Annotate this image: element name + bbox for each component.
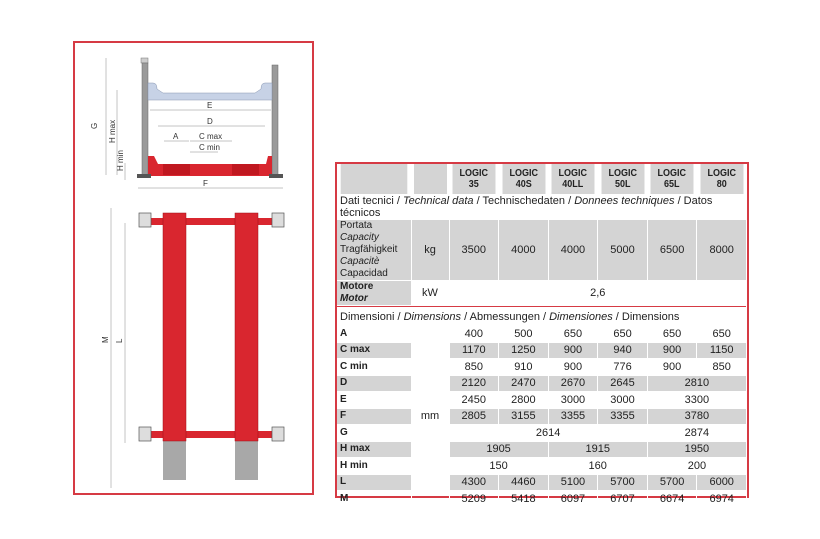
dim-label-cmin: C min: [199, 143, 220, 152]
dimension-label: M: [337, 491, 411, 508]
dim-label-L: L: [115, 338, 124, 343]
model-header: LOGIC 40LL: [551, 164, 596, 195]
dimension-row: [337, 408, 747, 425]
capacity-label-line: Capacitè: [340, 256, 380, 267]
dimension-value: 5418: [499, 491, 549, 508]
dimension-value: 1915: [548, 441, 647, 458]
technical-data-section-part: Donnees techniques: [574, 195, 675, 207]
capacity-value: 4000: [548, 220, 598, 281]
dim-label-M: M: [101, 336, 110, 343]
capacity-value: 4000: [499, 220, 549, 281]
dimension-value: 1170: [449, 342, 499, 359]
dim-label-cmax: C max: [199, 132, 223, 141]
dim-label-E: E: [207, 101, 213, 110]
dim-label-hmin: H min: [116, 150, 125, 171]
dim-label-F: F: [203, 179, 208, 188]
dimensions-section-part: / Abmessungen /: [461, 310, 550, 323]
dimension-label: H max: [337, 441, 411, 458]
model-header: LOGIC 80: [699, 164, 744, 195]
dimension-value: 900: [548, 342, 598, 359]
dimension-value: 3000: [598, 392, 648, 409]
dimension-value: 2450: [449, 392, 499, 409]
dimension-value: 940: [598, 342, 648, 359]
dimension-label: F: [337, 408, 411, 425]
capacity-value: 6500: [647, 220, 697, 281]
dimension-label: C max: [337, 342, 411, 359]
dimensions-section-part: / Dimensions: [612, 310, 680, 323]
dimension-label: G: [337, 425, 411, 442]
spec-table-panel: [335, 162, 749, 505]
technical-data-section-title: [337, 195, 747, 220]
dimension-value: 1905: [449, 441, 548, 458]
dimension-unit: mm: [411, 326, 449, 508]
dim-label-D: D: [207, 117, 213, 126]
dimension-value: 4300: [449, 474, 499, 491]
motor-label-line: Motor: [340, 293, 368, 304]
capacity-label: [337, 220, 411, 281]
motor-label: [337, 281, 411, 306]
dimension-value: 850: [697, 359, 747, 376]
technical-data-section-part: / Technischedaten /: [473, 195, 575, 207]
dimension-value: 2670: [548, 375, 598, 392]
dimension-row: [337, 458, 747, 475]
header-blank: [413, 164, 447, 195]
dimension-value: 3300: [647, 392, 746, 409]
dimension-label: D: [337, 375, 411, 392]
capacity-label-line: Tragfähigkeit: [340, 244, 398, 255]
dimension-value: 2805: [449, 408, 499, 425]
capacity-label-line: Capacidad: [340, 268, 388, 279]
dimension-value: 200: [647, 458, 746, 475]
dimension-value: 1950: [647, 441, 746, 458]
dimension-value: 650: [548, 326, 598, 343]
dimension-value: 3155: [499, 408, 549, 425]
model-header: LOGIC 40S: [501, 164, 546, 195]
dimension-value: 910: [499, 359, 549, 376]
dimension-value: 1150: [697, 342, 747, 359]
dimension-row: [337, 491, 747, 508]
dimension-value: 2645: [598, 375, 648, 392]
dimension-value: 2120: [449, 375, 499, 392]
dimensions-section-part: Dimensioni /: [340, 310, 404, 323]
dimension-value: 500: [499, 326, 549, 343]
dimension-value: 5700: [598, 474, 648, 491]
dimension-label: E: [337, 392, 411, 409]
dim-label-A: A: [173, 132, 179, 141]
dimension-value: 2614: [449, 425, 647, 442]
dimension-value: 2810: [647, 375, 746, 392]
model-header: LOGIC 50L: [600, 164, 645, 195]
dimension-value: 5100: [548, 474, 598, 491]
side-view: [90, 58, 283, 188]
dimension-row: [337, 359, 747, 376]
motor-label-line: Motore: [340, 281, 374, 292]
dimension-label: L: [337, 474, 411, 491]
dimension-value: 160: [548, 458, 647, 475]
dimension-label: H min: [337, 458, 411, 475]
header-blank: [341, 164, 408, 195]
dimension-value: 650: [697, 326, 747, 343]
dimension-value: 3355: [548, 408, 598, 425]
dimension-row: [337, 326, 747, 343]
motor-value: 2,6: [449, 281, 747, 306]
dim-label-hmax: H max: [108, 119, 117, 143]
motor-row: [337, 281, 747, 306]
dimension-value: 5209: [449, 491, 499, 508]
model-header: LOGIC 35: [451, 164, 496, 195]
model-header-row: [337, 164, 747, 195]
dimension-value: 1250: [499, 342, 549, 359]
dimension-value: 900: [548, 359, 598, 376]
dim-label-G: G: [90, 122, 99, 129]
dimensions-section-part: Dimensiones: [549, 310, 613, 323]
dimension-value: 150: [449, 458, 548, 475]
capacity-value: 8000: [697, 220, 747, 281]
dimension-value: 650: [647, 326, 697, 343]
dimension-value: 4460: [499, 474, 549, 491]
dimension-row: [337, 392, 747, 409]
dimension-value: 850: [449, 359, 499, 376]
dimension-value: 2874: [647, 425, 746, 442]
dimension-row: [337, 474, 747, 491]
capacity-unit: kg: [411, 220, 449, 281]
capacity-label-line: Capacity: [340, 232, 379, 243]
technical-data-section-part: / Datos técnicos: [340, 195, 713, 219]
dimension-value: 900: [647, 342, 697, 359]
dimension-label: C min: [337, 359, 411, 376]
technical-data-section: [337, 195, 747, 220]
lift-diagram-panel: [73, 41, 314, 495]
capacity-value: 3500: [449, 220, 499, 281]
lift-diagram: [75, 43, 316, 497]
dimension-value: 2470: [499, 375, 549, 392]
dimension-value: 3780: [647, 408, 746, 425]
dimension-value: 900: [647, 359, 697, 376]
dimension-value: 6674: [647, 491, 697, 508]
dimension-value: 6974: [697, 491, 747, 508]
dimension-row: [337, 375, 747, 392]
motor-unit: kW: [411, 281, 449, 306]
dimensions-section-part: Dimensions: [403, 310, 462, 323]
top-view: [101, 208, 284, 488]
spec-table: [337, 164, 747, 508]
capacity-label-line: Portata: [340, 220, 373, 231]
dimensions-section-title: [337, 308, 747, 326]
dimension-value: 650: [598, 326, 648, 343]
technical-data-section-part: Dati tecnici /: [340, 195, 403, 207]
dimension-value: 6707: [598, 491, 648, 508]
dimension-value: 6097: [548, 491, 598, 508]
dimension-value: 3355: [598, 408, 648, 425]
dimension-row: [337, 425, 747, 442]
dimension-value: 400: [449, 326, 499, 343]
dimension-row: [337, 342, 747, 359]
capacity-row: [337, 220, 747, 281]
model-header: LOGIC 65L: [650, 164, 695, 195]
technical-data-section-part: Technical data: [402, 195, 474, 207]
dimension-value: 2800: [499, 392, 549, 409]
dimension-value: 6000: [697, 474, 747, 491]
dimension-value: 5700: [647, 474, 697, 491]
capacity-value: 5000: [598, 220, 648, 281]
dimension-row: [337, 441, 747, 458]
dimension-value: 776: [598, 359, 648, 376]
dimensions-section: [337, 308, 747, 326]
dimension-label: A: [337, 326, 411, 343]
dimension-value: 3000: [548, 392, 598, 409]
